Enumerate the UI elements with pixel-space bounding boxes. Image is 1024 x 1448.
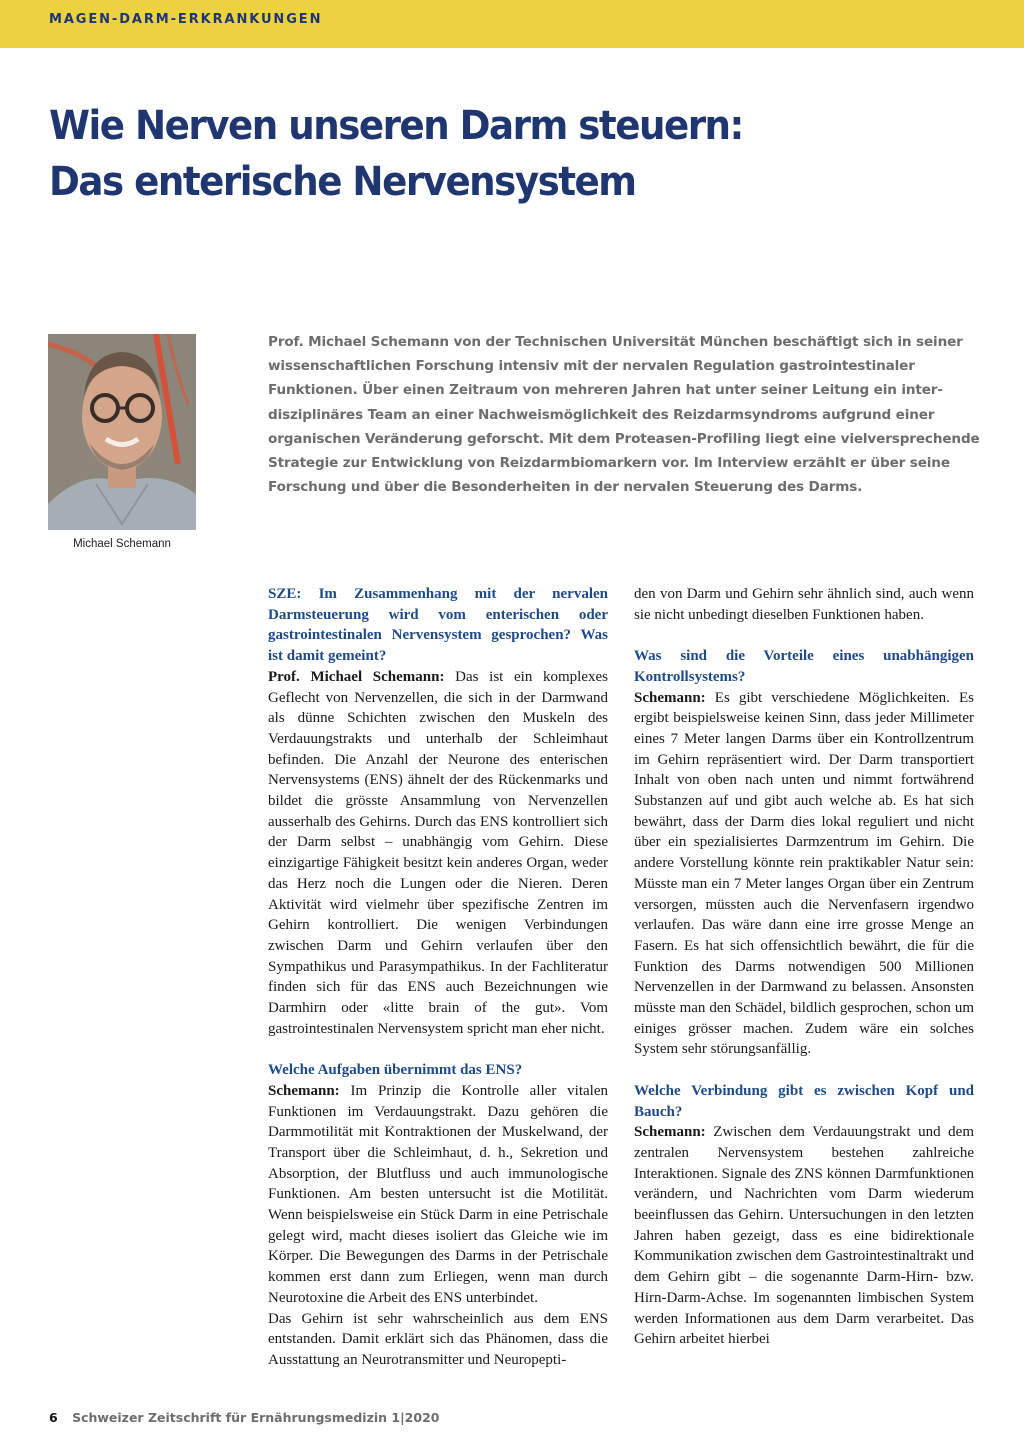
interview-question: Welche Aufgaben übernimmt das ENS? [268,1062,523,1079]
interview-answer [634,688,974,1061]
interview-question: Was sind die Vorteile eines unabhängigen Kontrollsystems? [634,648,974,685]
section-header-bar [0,0,1024,48]
lead-line: Funktionen. Über einen Zeitraum von mehreren Jahren hat unter seiner Leitung ein inter- [268,382,943,399]
lead-paragraph [268,330,988,499]
answer-continuation: den von Darm und Gehirn sehr ähnlich sind, auch wenn sie nicht unbedingt dieselben Funktionen haben. [634,586,974,623]
journal-title: Schweizer Zeitschrift für Ernährungsmedizin 1|2020 [72,1410,440,1425]
speaker-name: Schemann: [634,1124,706,1141]
author-portrait [48,334,196,530]
speaker-name: Prof. Michael Schemann: [268,668,445,685]
interview-answer [268,1081,608,1309]
interview-answer [634,1122,974,1350]
interview-answer [268,667,608,1040]
interview-answer-continued: Das Gehirn ist sehr wahrscheinlich aus dem ENS entstanden. Damit erklärt sich das Phänomen, dass die Ausstattung an Neurotransmitter und Neuropepti- [268,1310,608,1368]
section-label: MAGEN-DARM-ERKRANKUNGEN [49,12,323,27]
answer-text: Im Prinzip die Kontrolle aller vitalen Funktionen im Verdauungstrakt. Dazu gehören die Darmmotilität mit Kontraktionen der Muskelwand, der Transport über die Schleimhaut, d. h., Sekretion und Absorption, der Blutfluss und auch immunologische Funktionen. Am besten untersucht ist die Motilität. Wenn beispielsweise ein Stück Darm in eine Petrischale gelegt wird, macht dieses isoliert das Gleiche wie im Körper. Die Bewegungen des Darms in der Petrischale kommen erst dann zum Erliegen, wenn man durch Neurotoxine die Arbeit des ENS unterbindet. [268,1082,608,1306]
lead-line: Prof. Michael Schemann von der Technischen Universität München beschäftigt sich in seiner [268,334,963,350]
answer-text: Es gibt verschiedene Möglichkeiten. Es ergibt beispielsweise keinen Sinn, dass jeder Millimeter eines 7 Meter langen Darms über ein Kontrollzentrum im Gehirn repräsentiert wird. Der Darm transportiert Inhalt von oben nach unten und nimmt fortwährend Substanzen auf und gibt auch welche ab. Es hat sich bewährt, dass der Darm dies lokal reguliert und nicht über ein spezialisiertes Darmzentrum im Gehirn. Die andere Vorstellung könnte rein praktikabler Natur sein: Müsste man ein 7 Meter langes Organ über ein Zentrum versorgen, müssten auch die Nervenfasern irgendwo verlaufen. Das wäre dann eine irre grosse Menge an Fasern. Es hat sich offensichtlich bewährt, die für die Funktion des Darms notwendigen 500 Millionen Nervenzellen in der Darmwand zu belassen. Ansonsten müsste man den Schädel, bildlich gesprochen, schon um einiges grösser machen. Zudem wäre ein solches System sehr störungsanfällig. [634,689,974,1058]
article-title [49,98,886,210]
interview-question: Welche Verbindung gibt es zwischen Kopf und Bauch? [634,1082,974,1120]
speaker-name: Schemann: [634,689,706,706]
answer-text: Zwischen dem Verdauungstrakt und dem zentralen Nervensystem bestehen zahlreiche Interaktionen. Signale des ZNS können Darmfunktionen verändern, und Nachrichten vom Darm wiederum beeinflussen das Gehirn. Untersuchungen in den letzten Jahren haben gezeigt, dass es eine bidirektionale Kommunikation zwischen dem Gastrointestinaltrakt und dem Gehirn gibt – die sogenannte Darm-Hirn- bzw. Hirn-Darm-Achse. Im sogenannten limbischen System werden Informationen aus dem Darm verarbeitet. Das Gehirn arbeitet hierbei [634,1124,974,1348]
lead-line: disziplinäres Team an einer Nachweismöglichkeit des Reizdarmsyndroms aufgrund einer [268,406,935,423]
answer-text: Das ist ein komplexes Geflecht von Nervenzellen, die sich in der Darmwand als dünne Schichten zwischen den Muskeln des Verdauungstrakts und unterhalb der Schleimhaut befinden. Die Anzahl der Neurone des enterischen Nervensystems (ENS) ähnelt der des Rückenmarks und bildet die grösste Ansammlung von Nervenzellen ausserhalb des Gehirns. Durch das ENS kontrolliert sich der Darm selbst – unabhängig vom Gehirn. Diese einzigartige Fähigkeit besitzt kein anderes Organ, weder das Herz noch die Lungen oder die Nieren. Deren Aktivität wird vielmehr über spezifische Zentren im Gehirn kontrolliert. Die wenigen Verbindungen zwischen Darm und Gehirn verlaufen über den Sympathikus und Parasympathikus. In der Fachliteratur finden sich für das ENS auch Bezeichnungen wie Darmhirn oder «litte brain of the gut». Vom gastrointestinalen Nervensystem spricht man eher nicht. [268,668,608,1037]
lead-line: Forschung und über die Besonderheiten in der nervalen Steuerung des Darms. [268,479,863,496]
lead-line: wissenschaftlichen Forschung intensiv mit der nervalen Regulation gastrointestinaler [268,358,915,375]
portrait-photo-icon [48,334,196,530]
interview-question: SZE: Im Zusammenhang mit der nervalen Darmsteuerung wird vom enterischen oder gastrointestinalen Nervensystem gesprochen? Was ist damit gemeint? [268,586,608,665]
article-column-right [634,584,974,1350]
portrait-caption: Michael Schemann [73,538,171,550]
lead-line: Strategie zur Entwicklung von Reizdarmbiomarkern vor. Im Interview erzählt er über seine [268,455,950,472]
page-footer [49,1410,439,1425]
article-title-line-1: Wie Nerven unseren Darm steuern: [49,103,743,149]
article-column-left [268,584,608,1371]
article-title-line-2: Das enterische Nervensystem [49,159,636,205]
page-number: 6 [49,1410,58,1425]
lead-line: organischen Veränderung geforscht. Mit dem Proteasen-Profiling liegt eine vielversprechende [268,430,980,447]
speaker-name: Schemann: [268,1082,340,1099]
